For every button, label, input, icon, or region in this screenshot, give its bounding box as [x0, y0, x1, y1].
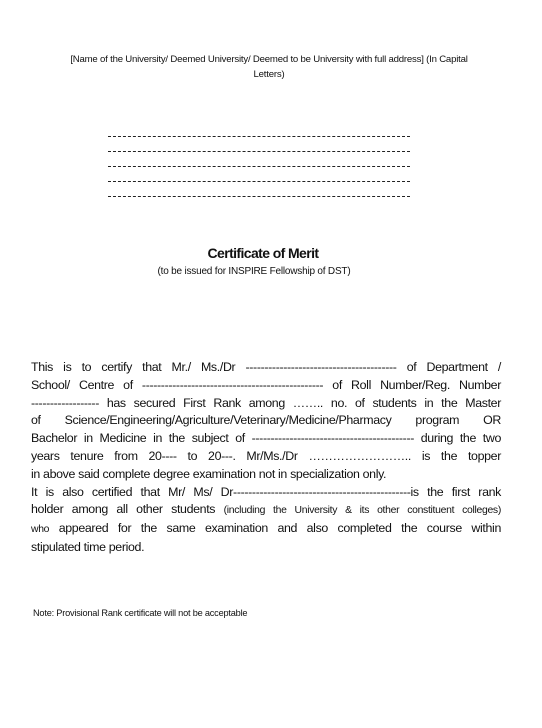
header-line-2: Letters) [253, 69, 285, 80]
body-line: of Science/Engineering/Agriculture/Veterinary/Medicine/Pharmacy program OR [31, 413, 501, 428]
address-blank-lines [108, 122, 410, 197]
body-line [31, 520, 501, 539]
body-line: It is also certified that Mr/ Ms/ Dr-----------------------------------------------is the first rank [31, 484, 501, 499]
body-line [31, 501, 501, 520]
header-line-1: [Name of the University/ Deemed University/ Deemed to be University with full address] (In Capital [70, 54, 468, 65]
body-line: This is to certify that Mr./ Ms./Dr ---------------------------------------- of Department / [31, 360, 501, 374]
certificate-title: Certificate of Merit [207, 245, 319, 261]
blank-line [108, 137, 410, 152]
body-text-segment: holder among all other students [31, 502, 216, 517]
blank-line [108, 122, 410, 137]
body-line: years tenure from 20---- to 20---. Mr/Ms./Dr …………………….. is the topper [31, 448, 501, 463]
blank-line [108, 182, 410, 197]
body-line: stipulated time period. [31, 539, 145, 554]
blank-line [108, 152, 410, 167]
footer-note: Note: Provisional Rank certificate will not be acceptable [33, 608, 248, 618]
body-line: School/ Centre of ------------------------------------------------ of Roll Number/Reg. Number [31, 377, 501, 392]
body-small-text: (including the University & its other constituent colleges) [223, 505, 501, 517]
certificate-body [31, 359, 501, 557]
body-line: Bachelor in Medicine in the subject of ------------------------------------------- during the two [31, 431, 501, 446]
body-small-text: who [31, 524, 50, 536]
certificate-subtitle: (to be issued for INSPIRE Fellowship of DST) [157, 266, 351, 277]
body-text-segment: appeared for the same examination and also completed the course within [58, 521, 501, 536]
body-line: in above said complete degree examination not in specialization only. [31, 466, 387, 481]
blank-line [108, 167, 410, 182]
body-line: ------------------ has secured First Rank among …….. no. of students in the Master [31, 395, 501, 410]
university-name-placeholder [30, 52, 508, 82]
